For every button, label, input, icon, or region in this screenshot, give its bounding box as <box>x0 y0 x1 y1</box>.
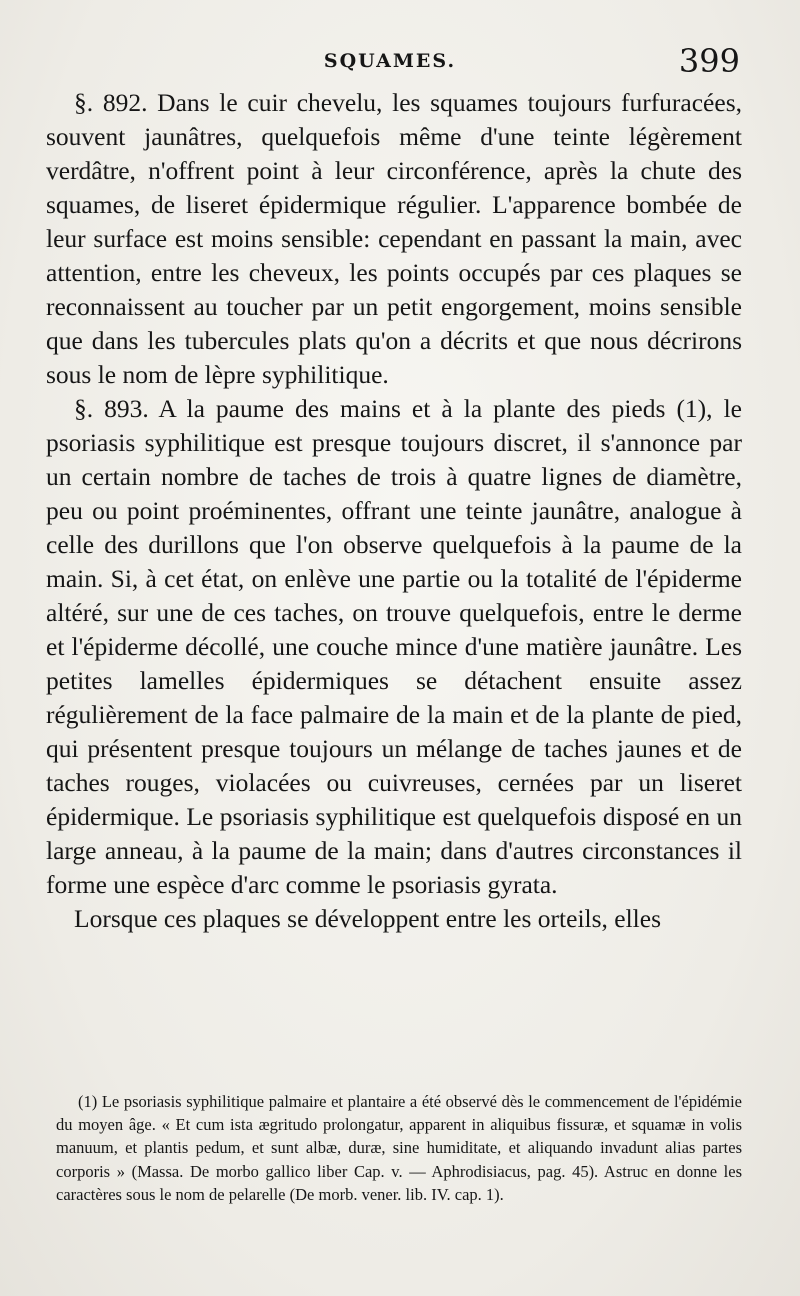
page-number: 399 <box>678 42 740 80</box>
paragraph-continuation: Lorsque ces plaques se développent entre les orteils, elles <box>74 904 662 933</box>
paragraph-892: §. 892. Dans le cuir chevelu, les squames toujours furfuracées, souvent jaunâtres, quelquefois même d'une teinte légèrement verdâtre, n'offrent point à leur circonférence, après la chute des squames, de liseret épidermique régulier. L'apparence bombée de leur surface est moins sensible: cependant en passant la main, avec attention, entre les cheveux, les points occupés par ces plaques se reconnaissent au toucher par un petit engorgement, moins sensible que dans les tubercules plats qu'on a décrits et que nous décrirons sous le nom de lèpre syphilitique. <box>46 88 742 389</box>
footnotes <box>56 1090 742 1206</box>
body-text <box>46 86 742 936</box>
footnote-1: (1) Le psoriasis syphilitique palmaire et plantaire a été observé dès le commencement de l'épidémie du moyen âge. « Et cum ista ægritudo prolongatur, apparent in aliquibus fissuræ, et squamæ in volis manuum, et plantis pedum, et sunt albæ, duræ, sine humiditate, et aliquando invadunt alias partes corporis » (Massa. De morbo gallico liber Cap. v. — Aphrodisiacus, pag. 45). Astruc en donne les caractères sous le nom de pelarelle (De morb. vener. lib. IV. cap. 1). <box>56 1092 742 1204</box>
running-head: SQUAMES. <box>323 50 457 72</box>
paragraph-893: §. 893. A la paume des mains et à la plante des pieds (1), le psoriasis syphilitique est presque toujours discret, il s'annonce par un certain nombre de taches de trois à quatre lignes de diamètre, peu ou point proéminentes, offrant une teinte jaunâtre, analogue à celle des durillons que l'on observe quelquefois à la paume de la main. Si, à cet état, on enlève une partie ou la totalité de l'épiderme altéré, sur une de ces taches, on trouve quelquefois, entre le derme et l'épiderme décollé, une couche mince d'une matière jaunâtre. Les petites lamelles épidermiques se détachent ensuite assez régulièrement de la face palmaire de la main et de la plante de pied, qui présentent presque toujours un mélange de taches jaunes et de taches rouges, violacées ou cuivreuses, cernées par un liseret épidermique. Le psoriasis syphilitique est quelquefois disposé en un large anneau, à la paume de la main; dans d'autres circonstances il forme une espèce d'arc comme le psoriasis gyrata. <box>46 394 742 899</box>
